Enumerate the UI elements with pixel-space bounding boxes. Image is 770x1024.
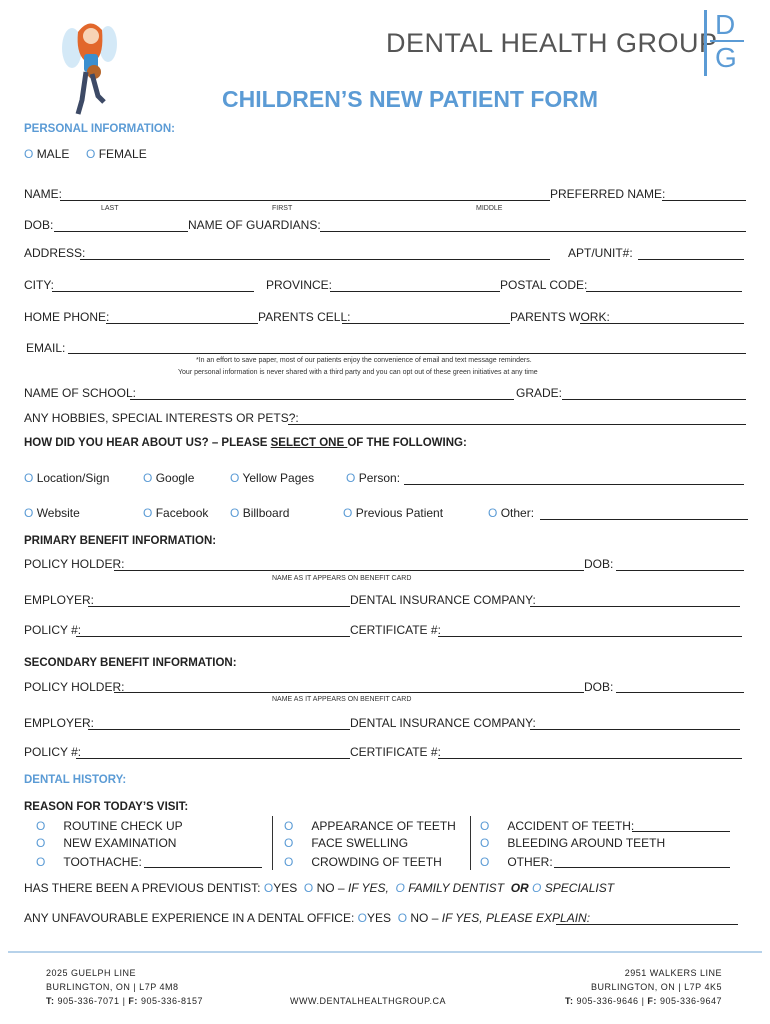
option-toothache[interactable]: O TOOTHACHE: bbox=[36, 855, 142, 869]
primary-policy-holder-label: POLICY HOLDER: bbox=[24, 557, 125, 571]
secondary-policy-holder-label: POLICY HOLDER: bbox=[24, 680, 125, 694]
secondary-employer-label: EMPLOYER: bbox=[24, 716, 95, 730]
primary-name-note: NAME AS IT APPEARS ON BENEFIT CARD bbox=[272, 575, 412, 582]
guardians-label: NAME OF GUARDIANS: bbox=[188, 218, 321, 232]
first-caption: FIRST bbox=[272, 205, 293, 212]
email-field[interactable] bbox=[68, 353, 746, 354]
accident-field[interactable] bbox=[632, 831, 730, 832]
column-divider-2 bbox=[470, 816, 471, 870]
footer-website[interactable]: WWW.DENTALHEALTHGROUP.CA bbox=[290, 996, 447, 1006]
reason-heading: REASON FOR TODAY’S VISIT: bbox=[24, 801, 189, 813]
primary-certificate-field[interactable] bbox=[438, 636, 742, 637]
primary-policy-label: POLICY #: bbox=[24, 623, 82, 637]
referral-heading: HOW DID YOU HEAR ABOUT US? – PLEASE SELECT ONE OF THE FOLLOWING: bbox=[24, 437, 467, 449]
column-divider-1 bbox=[272, 816, 273, 870]
form-title: CHILDREN’S NEW PATIENT FORM bbox=[222, 86, 599, 112]
primary-employer-label: EMPLOYER: bbox=[24, 593, 95, 607]
middle-caption: MIDDLE bbox=[476, 205, 503, 212]
parents-cell-field[interactable] bbox=[342, 323, 510, 324]
option-facebook[interactable]: O Facebook bbox=[143, 506, 209, 520]
province-label: PROVINCE: bbox=[266, 278, 333, 292]
other-reason-field[interactable] bbox=[554, 867, 730, 868]
logo-letter-g: G bbox=[715, 42, 737, 73]
grade-label: GRADE: bbox=[516, 386, 563, 400]
previous-dentist-question: HAS THERE BEEN A PREVIOUS DENTIST: OYES O NO – IF YES, O FAMILY DENTIST OR O SPECIALIST bbox=[24, 881, 615, 895]
footer-right-address: 2951 WALKERS LINE BURLINGTON, ON | L7P 4K5 T: 905-336-9646 | F: 905-336-9647 bbox=[565, 968, 722, 1006]
option-male[interactable]: O MALE bbox=[24, 147, 70, 161]
secondary-certificate-field[interactable] bbox=[438, 758, 742, 759]
city-field[interactable] bbox=[52, 291, 254, 292]
option-crowding-of-teeth[interactable]: O CROWDING OF TEETH bbox=[284, 855, 442, 869]
logo-letter-d: D bbox=[715, 9, 736, 40]
primary-benefit-heading: PRIMARY BENEFIT INFORMATION: bbox=[24, 535, 217, 547]
dental-history-heading: DENTAL HISTORY: bbox=[24, 774, 127, 786]
primary-policy-holder-field[interactable] bbox=[114, 570, 584, 571]
secondary-company-label: DENTAL INSURANCE COMPANY: bbox=[350, 716, 536, 730]
primary-employer-field[interactable] bbox=[88, 606, 350, 607]
secondary-benefit-heading: SECONDARY BENEFIT INFORMATION: bbox=[24, 657, 237, 669]
option-yellow-pages[interactable]: O Yellow Pages bbox=[230, 471, 315, 485]
footer-left-address: 2025 GUELPH LINE BURLINGTON, ON | L7P 4M8 T: 905-336-7071 | F: 905-336-8157 bbox=[46, 968, 203, 1006]
person-field[interactable] bbox=[404, 484, 744, 485]
option-routine-check-up[interactable]: O ROUTINE CHECK UP bbox=[36, 819, 183, 833]
family-dentist-option[interactable]: O bbox=[395, 881, 405, 895]
previous-dentist-yes[interactable]: O bbox=[263, 881, 274, 895]
option-billboard[interactable]: O Billboard bbox=[230, 506, 290, 520]
option-female[interactable]: O FEMALE bbox=[86, 147, 147, 161]
school-label: NAME OF SCHOOL: bbox=[24, 386, 137, 400]
last-caption: LAST bbox=[101, 205, 119, 212]
secondary-policy-label: POLICY #: bbox=[24, 745, 82, 759]
unfavourable-explain-field[interactable] bbox=[556, 924, 738, 925]
option-google[interactable]: O Google bbox=[143, 471, 195, 485]
preferred-name-field[interactable] bbox=[662, 200, 746, 201]
secondary-company-field[interactable] bbox=[530, 729, 740, 730]
other-referral-field[interactable] bbox=[540, 519, 748, 520]
address-field[interactable] bbox=[80, 259, 550, 260]
email-label: EMAIL: bbox=[26, 341, 66, 355]
dob-label: DOB: bbox=[24, 218, 54, 232]
parents-work-label: PARENTS WORK: bbox=[510, 310, 610, 324]
option-new-examination[interactable]: O NEW EXAMINATION bbox=[36, 836, 177, 850]
mascot-fairy-illustration bbox=[58, 14, 120, 120]
personal-info-heading: PERSONAL INFORMATION: bbox=[24, 123, 175, 135]
brand-logo bbox=[704, 10, 747, 76]
option-location-sign[interactable]: O Location/Sign bbox=[24, 471, 110, 485]
primary-certificate-label: CERTIFICATE #: bbox=[350, 623, 441, 637]
option-appearance-of-teeth[interactable]: O APPEARANCE OF TEETH bbox=[284, 819, 456, 833]
dob-field[interactable] bbox=[54, 231, 188, 232]
apt-field[interactable] bbox=[638, 259, 744, 260]
unfavourable-question: ANY UNFAVOURABLE EXPERIENCE IN A DENTAL OFFICE: OYES O NO – IF YES, PLEASE EXPLAIN: bbox=[24, 911, 591, 925]
email-note-1: *In an effort to save paper, most of our patients enjoy the convenience of email and text message reminders. bbox=[196, 357, 532, 364]
option-accident-of-teeth[interactable]: O ACCIDENT OF TEETH: bbox=[480, 819, 635, 833]
primary-company-field[interactable] bbox=[530, 606, 740, 607]
postal-label: POSTAL CODE: bbox=[500, 278, 588, 292]
option-other-reason[interactable]: O OTHER: bbox=[480, 855, 553, 869]
postal-field[interactable] bbox=[586, 291, 742, 292]
preferred-name-label: PREFERRED NAME: bbox=[550, 187, 666, 201]
address-label: ADDRESS: bbox=[24, 246, 86, 260]
toothache-field[interactable] bbox=[144, 867, 262, 868]
primary-policy-field[interactable] bbox=[76, 636, 350, 637]
secondary-policy-field[interactable] bbox=[76, 758, 350, 759]
guardians-field[interactable] bbox=[320, 231, 746, 232]
secondary-employer-field[interactable] bbox=[88, 729, 350, 730]
parents-work-field[interactable] bbox=[580, 323, 744, 324]
hobbies-label: ANY HOBBIES, SPECIAL INTERESTS OR PETS?: bbox=[24, 411, 299, 425]
option-face-swelling[interactable]: O FACE SWELLING bbox=[284, 836, 409, 850]
home-phone-field[interactable] bbox=[106, 323, 258, 324]
option-bleeding-around-teeth[interactable]: O BLEEDING AROUND TEETH bbox=[480, 836, 666, 850]
option-person[interactable]: O Person: bbox=[346, 471, 401, 485]
name-label: NAME: bbox=[24, 187, 63, 201]
unfavourable-yes[interactable]: O bbox=[357, 911, 367, 925]
grade-field[interactable] bbox=[562, 399, 746, 400]
primary-dob-field[interactable] bbox=[616, 570, 744, 571]
secondary-dob-label: DOB: bbox=[584, 680, 614, 694]
name-field[interactable] bbox=[60, 200, 550, 201]
secondary-certificate-label: CERTIFICATE #: bbox=[350, 745, 441, 759]
province-field[interactable] bbox=[330, 291, 500, 292]
email-note-2: Your personal information is never shared with a third party and you can opt out of these green initiatives at any time bbox=[178, 369, 538, 376]
option-other[interactable]: O Other: bbox=[488, 506, 535, 520]
option-previous-patient[interactable]: O Previous Patient bbox=[343, 506, 444, 520]
primary-dob-label: DOB: bbox=[584, 557, 614, 571]
brand-name: DENTAL HEALTH GROUP bbox=[386, 28, 718, 58]
school-field[interactable] bbox=[130, 399, 514, 400]
footer-divider bbox=[8, 951, 762, 953]
specialist-option[interactable]: O bbox=[532, 881, 542, 895]
hobbies-field[interactable] bbox=[288, 424, 746, 425]
secondary-name-note: NAME AS IT APPEARS ON BENEFIT CARD bbox=[272, 696, 412, 703]
secondary-dob-field[interactable] bbox=[616, 692, 744, 693]
city-label: CITY: bbox=[24, 278, 55, 292]
secondary-policy-holder-field[interactable] bbox=[114, 692, 584, 693]
parents-cell-label: PARENTS CELL: bbox=[258, 310, 351, 324]
primary-company-label: DENTAL INSURANCE COMPANY: bbox=[350, 593, 536, 607]
apt-label: APT/UNIT#: bbox=[568, 246, 633, 260]
previous-dentist-no[interactable]: O bbox=[303, 881, 314, 895]
home-phone-label: HOME PHONE: bbox=[24, 310, 110, 324]
unfavourable-no[interactable]: O bbox=[397, 911, 408, 925]
option-website[interactable]: O Website bbox=[24, 506, 80, 520]
